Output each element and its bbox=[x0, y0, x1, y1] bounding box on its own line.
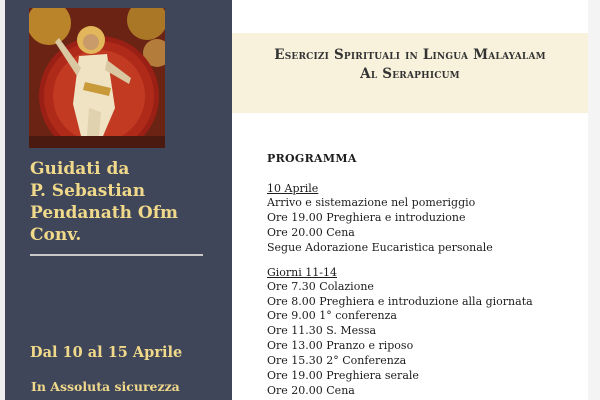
schedule-line: Ore 19.00 Preghiera serale bbox=[267, 369, 419, 383]
block-title: Giorni 11-14 bbox=[267, 265, 337, 279]
schedule-line: Ore 20.00 Cena bbox=[267, 383, 355, 397]
schedule-line: Ore 11.30 S. Messa bbox=[267, 324, 377, 338]
schedule-line: Ore 20.00 Cena bbox=[267, 225, 355, 239]
sidebar bbox=[0, 0, 232, 400]
block-title: 10 Aprile bbox=[267, 182, 319, 195]
schedule-line: Ore 7.30 Colazione bbox=[267, 279, 374, 293]
schedule-line: Ore 19.00 Preghiera e introduzione bbox=[267, 210, 466, 224]
guide-line: P. Sebastian bbox=[30, 181, 146, 201]
schedule-line: Segue Adorazione Eucaristica personale bbox=[267, 240, 493, 254]
sidebar-divider bbox=[30, 254, 203, 256]
schedule-line: Ore 8.00 Preghiera e introduzione alla giornata bbox=[267, 294, 533, 308]
schedule-line: Ore 15.30 2° Conferenza bbox=[267, 354, 407, 368]
main-content bbox=[232, 0, 600, 400]
schedule-line: Ore 9.00 1° conferenza bbox=[267, 309, 397, 323]
program-block-day1 bbox=[267, 181, 587, 256]
guide-line: Pendanath Ofm bbox=[30, 203, 179, 223]
schedule-line: Arrivo e sistemazione nel pomeriggio bbox=[267, 196, 476, 209]
religious-icon-image bbox=[29, 8, 165, 148]
dates-label: Dal 10 al 15 Aprile bbox=[30, 344, 183, 361]
program-block-days bbox=[267, 265, 587, 399]
program-heading: PROGRAMMA bbox=[267, 152, 357, 165]
right-margin-strip bbox=[588, 0, 600, 400]
guide-line: Guidati da bbox=[30, 159, 130, 179]
security-label: In Assoluta sicurezza bbox=[31, 379, 180, 394]
program-section bbox=[267, 152, 587, 399]
guide-line: Conv. bbox=[30, 225, 82, 245]
header-title: Esercizi Spirituali in Lingua Malayalam bbox=[274, 47, 546, 63]
header-subtitle: Al Seraphicum bbox=[360, 66, 460, 82]
main-top-area bbox=[232, 0, 600, 32]
icon-painting-art bbox=[29, 8, 165, 148]
schedule-line: Ore 13.00 Pranzo e riposo bbox=[267, 339, 414, 353]
sidebar-edge bbox=[0, 0, 5, 400]
guide-label bbox=[30, 158, 225, 246]
